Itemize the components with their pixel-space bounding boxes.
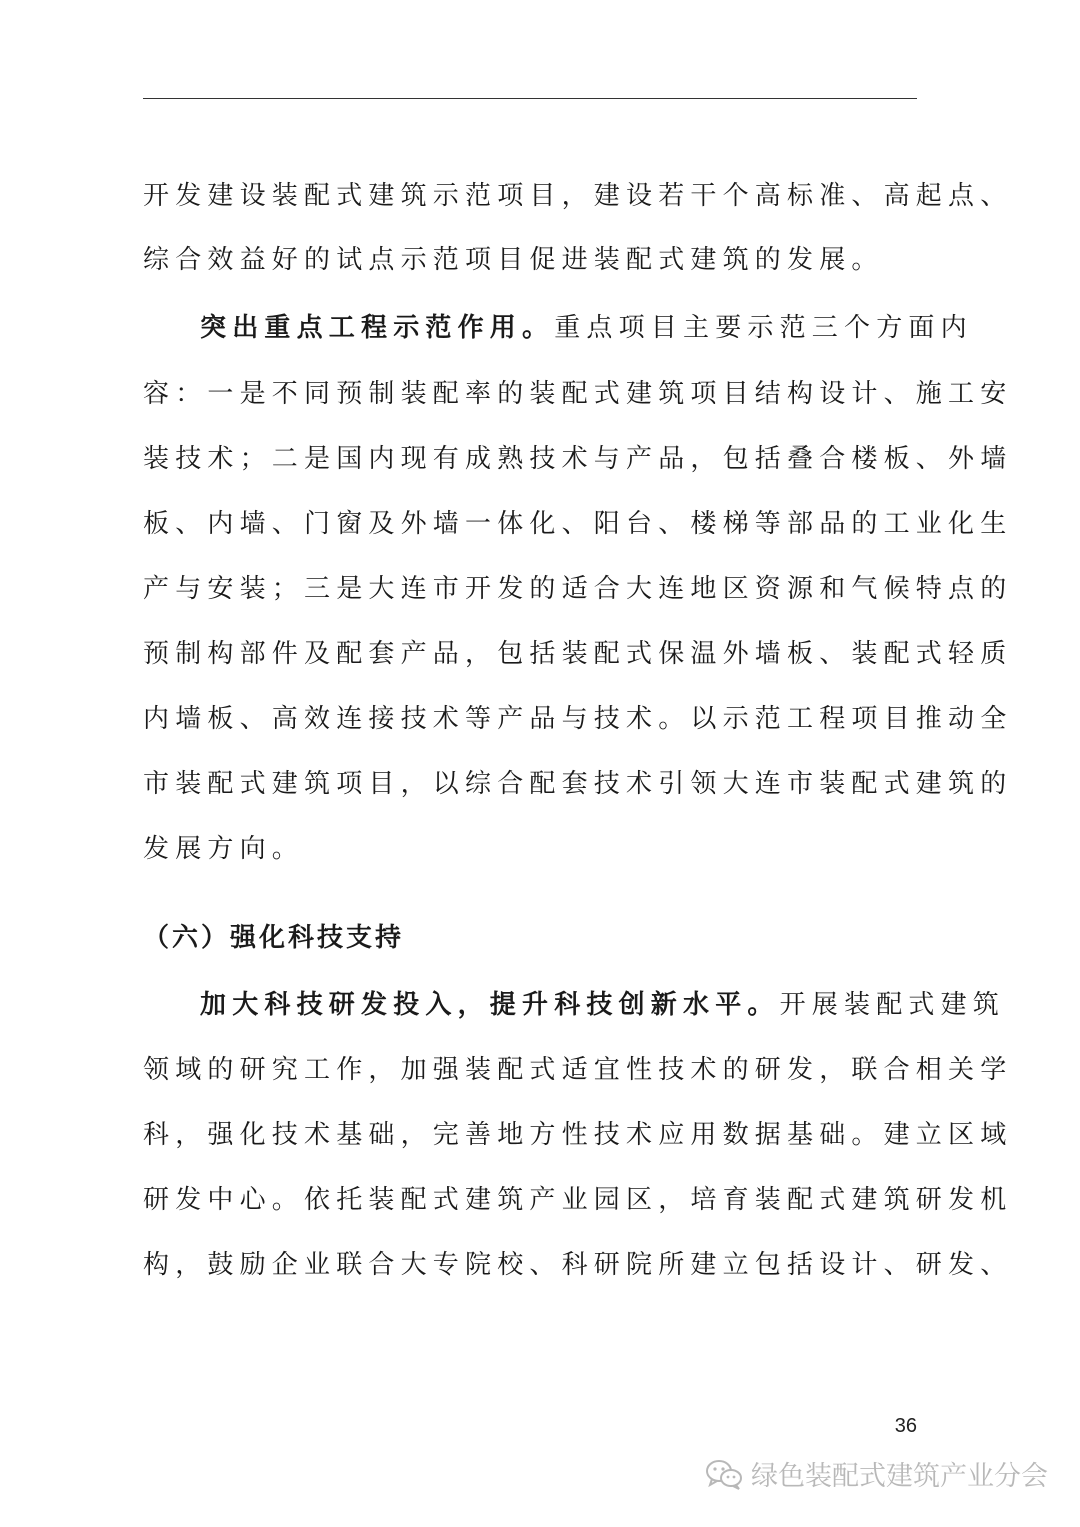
wechat-icon <box>705 1458 743 1490</box>
paragraph-line: 发展方向。 <box>143 834 305 864</box>
paragraph-lead-line <box>200 985 1006 1025</box>
watermark-text: 绿色装配式建筑产业分会 <box>751 1461 1048 1492</box>
paragraph-line: 领域的研究工作，加强装配式适宜性技术的研发，联合相关学 <box>143 1055 1013 1085</box>
paragraph-line: 预制构部件及配套产品，包括装配式保温外墙板、装配式轻质 <box>143 639 1013 669</box>
paragraph-line: 市装配式建筑项目，以综合配套技术引领大连市装配式建筑的 <box>143 769 1013 799</box>
paragraph-line: 产与安装；三是大连市开发的适合大连地区资源和气候特点的 <box>143 574 1013 604</box>
header-rule <box>143 98 917 99</box>
watermark <box>705 1454 1048 1493</box>
section-heading: （六）强化科技支持 <box>143 923 405 953</box>
paragraph-line: 内墙板、高效连接技术等产品与技术。以示范工程项目推动全 <box>143 704 1013 734</box>
paragraph-line: 容：一是不同预制装配率的装配式建筑项目结构设计、施工安 <box>143 379 1013 409</box>
page-number: 36 <box>894 1415 917 1437</box>
paragraph-line: 开发建设装配式建筑示范项目，建设若干个高标准、高起点、 <box>143 181 1013 211</box>
paragraph-line: 板、内墙、门窗及外墙一体化、阳台、楼梯等部品的工业化生 <box>143 509 1013 539</box>
paragraph-lead-bold: 突出重点工程示范作用。 <box>200 313 555 343</box>
paragraph-lead-text: 开展装配式建筑 <box>779 990 1006 1020</box>
paragraph-line: 科，强化技术基础，完善地方性技术应用数据基础。建立区域 <box>143 1120 1013 1150</box>
paragraph-line: 构，鼓励企业联合大专院校、科研院所建立包括设计、研发、 <box>143 1250 1013 1280</box>
paragraph-lead-line <box>200 308 973 348</box>
paragraph-line: 装技术；二是国内现有成熟技术与产品，包括叠合楼板、外墙 <box>143 444 1013 474</box>
paragraph-line: 研发中心。依托装配式建筑产业园区，培育装配式建筑研发机 <box>143 1185 1013 1215</box>
paragraph-lead-bold: 加大科技研发投入，提升科技创新水平。 <box>200 990 780 1020</box>
paragraph-line: 综合效益好的试点示范项目促进装配式建筑的发展。 <box>143 245 884 275</box>
paragraph-lead-text: 重点项目主要示范三个方面内 <box>554 313 973 343</box>
